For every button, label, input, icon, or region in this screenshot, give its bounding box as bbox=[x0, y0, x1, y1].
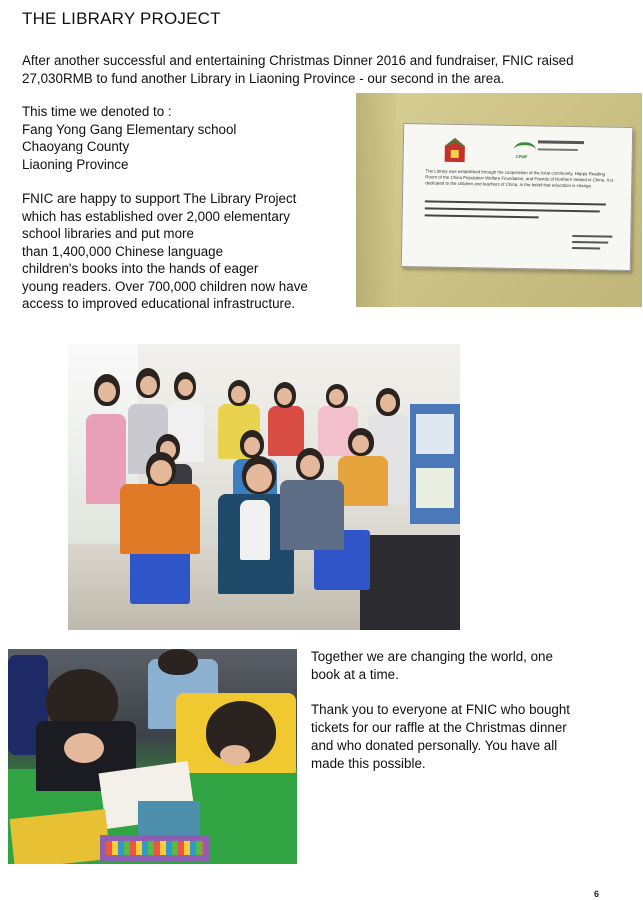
classroom-photo bbox=[8, 649, 297, 864]
recipient-line: This time we denoted to : bbox=[22, 104, 172, 119]
plaque-chinese-text bbox=[425, 200, 615, 224]
thanks-line: tickets for our raffle at the Christmas dinner bbox=[311, 720, 567, 735]
recipient-line: Liaoning Province bbox=[22, 156, 129, 172]
plaque-text: The Library was established through the cooperation of the local community, Happy Reading Room of the China Population Welfare Foundation, and Friends of Northern Ireland in China. It is dedicated to the children and teachers of China, in the belief that education is change. bbox=[425, 168, 614, 189]
library-plaque bbox=[401, 123, 633, 271]
closing-text bbox=[311, 648, 631, 773]
support-line: school libraries and put more bbox=[22, 226, 194, 241]
support-line: FNIC are happy to support The Library Project bbox=[22, 191, 297, 206]
intro-paragraph: After another successful and entertaining Christmas Dinner 2016 and fundraiser, FNIC raised 27,030RMB to fund another Library in Liaoning Province - our second in the area. bbox=[22, 53, 574, 86]
support-line: young readers. Over 700,000 children now have bbox=[22, 278, 308, 294]
closing-line: Together we are changing the world, one bbox=[311, 649, 553, 664]
left-column bbox=[22, 103, 352, 313]
plaque-photo bbox=[356, 93, 642, 307]
plaque-signature bbox=[572, 235, 612, 254]
support-line: which has established over 2,000 elementary bbox=[22, 208, 290, 224]
thanks-line: and who donated personally. You have all bbox=[311, 738, 558, 753]
group-photo bbox=[68, 344, 460, 630]
thanks-line: Thank you to everyone at FNIC who bought bbox=[311, 702, 571, 717]
thanks-line: made this possible. bbox=[311, 756, 426, 771]
support-line: than 1,400,000 Chinese language bbox=[22, 243, 224, 259]
school-emblem-icon bbox=[444, 137, 466, 163]
recipient-line: Fang Yong Gang Elementary school bbox=[22, 121, 237, 137]
recipient-line: Chaoyang County bbox=[22, 139, 130, 154]
page-number: 6 bbox=[594, 889, 600, 899]
closing-line: book at a time. bbox=[311, 667, 399, 682]
cpwf-logo: CPWF bbox=[514, 140, 584, 161]
support-line: children's books into the hands of eager bbox=[22, 261, 259, 276]
support-line: access to improved educational infrastructure. bbox=[22, 296, 296, 311]
page-title: THE LIBRARY PROJECT bbox=[22, 9, 221, 28]
